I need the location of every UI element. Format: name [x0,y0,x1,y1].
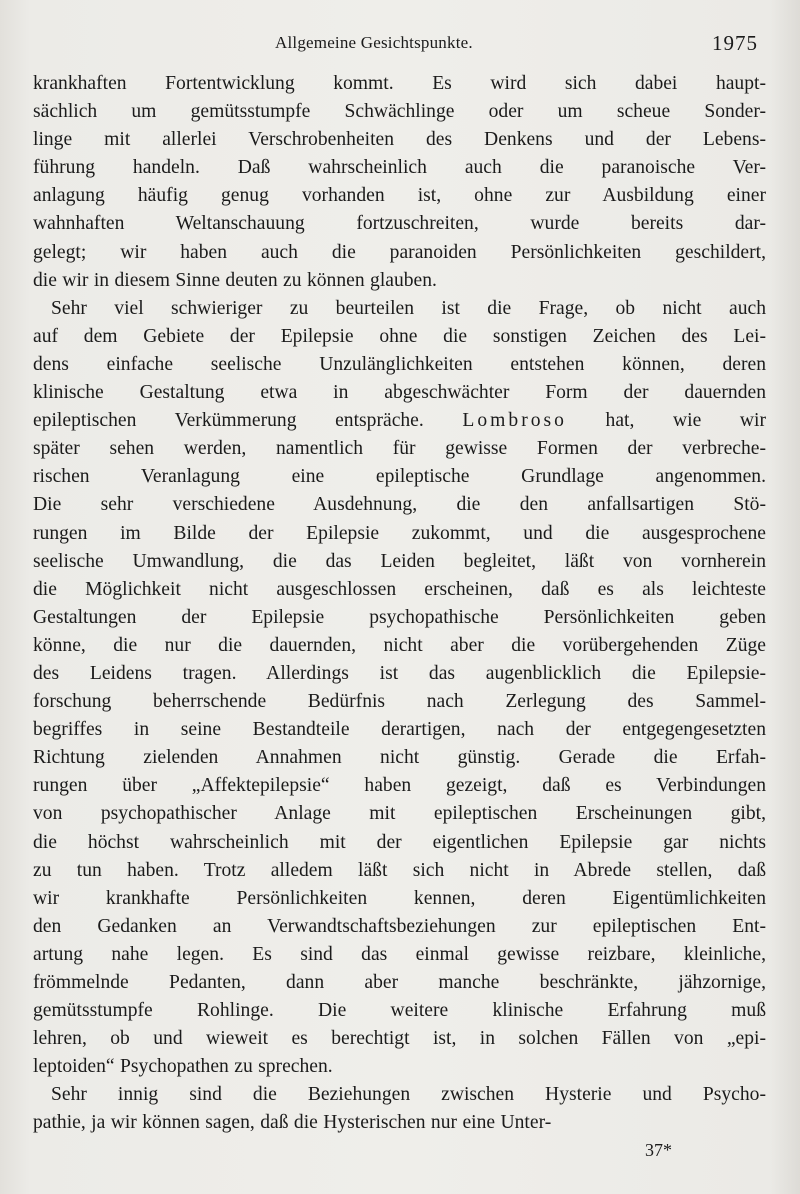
text-line: linge mit allerlei Verschrobenheiten des Denkens und der Lebens- [33,129,766,151]
text-line: könne, die nur die dauernden, nicht aber die vorübergehenden Züge [33,634,766,656]
text-line: epileptischen Verkümmerung entspräche. Lombroso hat, wie wir [33,410,766,432]
text-line: rungen über „Affektepilepsie“ haben gezeigt, daß es Verbindungen [33,775,766,797]
text-line: Gestaltungen der Epilepsie psychopathische Persönlichkeiten geben [33,606,766,628]
text-line: den Gedanken an Verwandtschaftsbeziehungen zur epileptischen Ent- [33,915,766,937]
text-line: gelegt; wir haben auch die paranoiden Persönlichkeiten geschildert, [33,241,766,263]
text-line: krankhaften Fortentwicklung kommt. Es wird sich dabei haupt- [33,73,766,94]
text-line: wir krankhafte Persönlichkeiten kennen, deren Eigentümlichkeiten [33,887,766,909]
paragraph [33,70,766,295]
text-line: seelische Umwandlung, die das Leiden begleitet, läßt von vornherein [33,550,766,572]
text-line: klinische Gestaltung etwa in abgeschwächter Form der dauernden [33,382,766,404]
running-head [0,32,800,62]
text-line: pathie, ja wir können sagen, daß die Hysterischen nur eine Unter- [33,1112,552,1134]
text-line: die Möglichkeit nicht ausgeschlossen erscheinen, daß es als leichteste [33,578,766,600]
text-line: forschung beherrschende Bedürfnis nach Zerlegung des Sammel- [33,691,766,713]
text-line: die höchst wahrscheinlich mit der eigentlichen Epilepsie gar nichts [33,831,766,853]
text-line: leptoiden“ Psychopathen zu sprechen. [33,1056,333,1078]
text-line: von psychopathischer Anlage mit epileptischen Erscheinungen gibt, [33,803,766,825]
text-line: des Leidens tragen. Allerdings ist das augenblicklich die Epilepsie- [33,662,766,684]
text-line: rungen im Bilde der Epilepsie zukommt, und die ausgesprochene [33,522,766,544]
text-line: rischen Veranlagung eine epileptische Grundlage angenommen. [33,466,766,488]
text-line: Sehr innig sind die Beziehungen zwischen Hysterie und Psycho- [51,1084,766,1106]
text-line: dens einfache seelische Unzulänglichkeiten entstehen können, deren [33,353,766,375]
sheet-signature: 37* [645,1140,672,1160]
text-line: die wir in diesem Sinne deuten zu können glauben. [33,269,437,291]
text-line: begriffes in seine Bestandteile derartigen, nach der entgegengesetzten [33,719,766,741]
text-line: Richtung zielenden Annahmen nicht günstig. Gerade die Erfah- [33,747,766,769]
text-line: gemütsstumpfe Rohlinge. Die weitere klinische Erfahrung muß [33,1000,766,1022]
text-line: führung handeln. Daß wahrscheinlich auch die paranoische Ver- [33,157,766,179]
page-number: 1975 [712,31,758,55]
running-title: Allgemeine Gesichtspunkte. [275,33,473,52]
text-line: lehren, ob und wieweit es berechtigt ist, in solchen Fällen von „epi- [33,1028,766,1050]
text-line: frömmelnde Pedanten, dann aber manche beschränkte, jähzornige, [33,972,766,993]
paragraph [33,1081,766,1137]
text-line: später sehen werden, namentlich für gewisse Formen der verbreche- [33,438,766,460]
text-body [33,70,766,1138]
text-line: zu tun haben. Trotz alledem läßt sich nicht in Abrede stellen, daß [33,859,766,881]
paragraph [33,295,766,1082]
text-line: auf dem Gebiete der Epilepsie ohne die sonstigen Zeichen des Lei- [33,325,766,347]
text-line: wahnhaften Weltanschauung fortzuschreiten, wurde bereits dar- [33,213,766,235]
text-line: Die sehr verschiedene Ausdehnung, die den anfallsartigen Stö- [33,494,766,516]
text-line: anlagung häufig genug vorhanden ist, ohne zur Ausbildung einer [33,185,766,207]
text-line: artung nahe legen. Es sind das einmal gewisse reizbare, kleinliche, [33,943,766,965]
text-line: Sehr viel schwieriger zu beurteilen ist die Frage, ob nicht auch [51,297,766,319]
text-line: sächlich um gemütsstumpfe Schwächlinge oder um scheue Sonder- [33,101,766,123]
